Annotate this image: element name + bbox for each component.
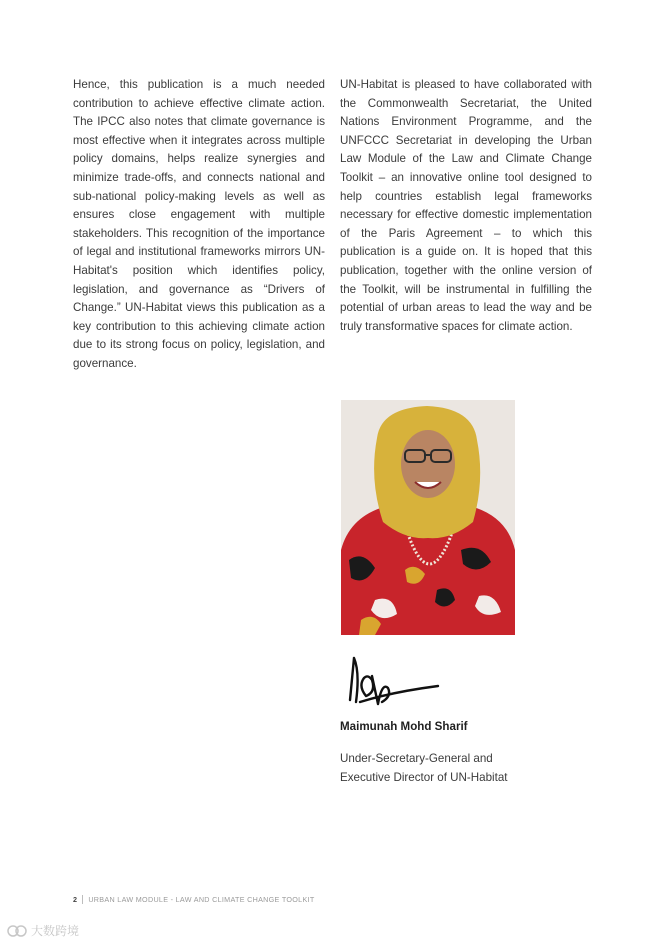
watermark-logo-icon (6, 924, 28, 938)
footer-divider (82, 895, 83, 904)
page-number: 2 (73, 895, 78, 904)
signature-image (342, 652, 442, 712)
running-title: URBAN LAW MODULE - LAW AND CLIMATE CHANGE TOOLKIT (88, 895, 315, 904)
portrait-photo (341, 400, 515, 635)
right-column-paragraph: UN-Habitat is pleased to have collaborated with the Commonwealth Secretariat, the United Nations Environment Programme, and the UNFCCC Secretariat in developing the Urban Law Module of the Law and Climate Change Toolkit – an innovative online tool designed to help countries establish legal frameworks necessary for effective domestic implementation of the Paris Agreement – to which this publication is a guide on. It is hoped that this publication, together with the online version of the Toolkit, will be instrumental in fulfilling the potential of urban areas to lead the way and be truly transformative spaces for climate action. (340, 78, 592, 333)
signatory-title (340, 750, 560, 787)
right-column (340, 76, 592, 336)
watermark-text: 大数跨境 (31, 924, 80, 938)
page-footer (73, 895, 315, 904)
watermark (6, 922, 79, 939)
left-column-paragraph: Hence, this publication is a much needed contribution to achieve effective climate action. The IPCC also notes that climate governance is most effective when it integrates across multiple policy domains, helps realize synergies and minimize trade-offs, and connects national and sub-national policy-making levels as well as ensures close engagement with multiple stakeholders. This recognition of the importance of legal and institutional frameworks mirrors UN-Habitat's position which identifies policy, legislation, and governance as “Drivers of Change.” UN-Habitat views this publication as a key contribution to this achieving climate action due to its strong focus on policy, legislation, and governance. (73, 78, 325, 370)
signatory-title-line-1: Under-Secretary-General and (340, 752, 493, 765)
signatory-name: Maimunah Mohd Sharif (340, 720, 468, 733)
signatory-title-line-2: Executive Director of UN-Habitat (340, 770, 508, 784)
left-column (73, 76, 325, 374)
